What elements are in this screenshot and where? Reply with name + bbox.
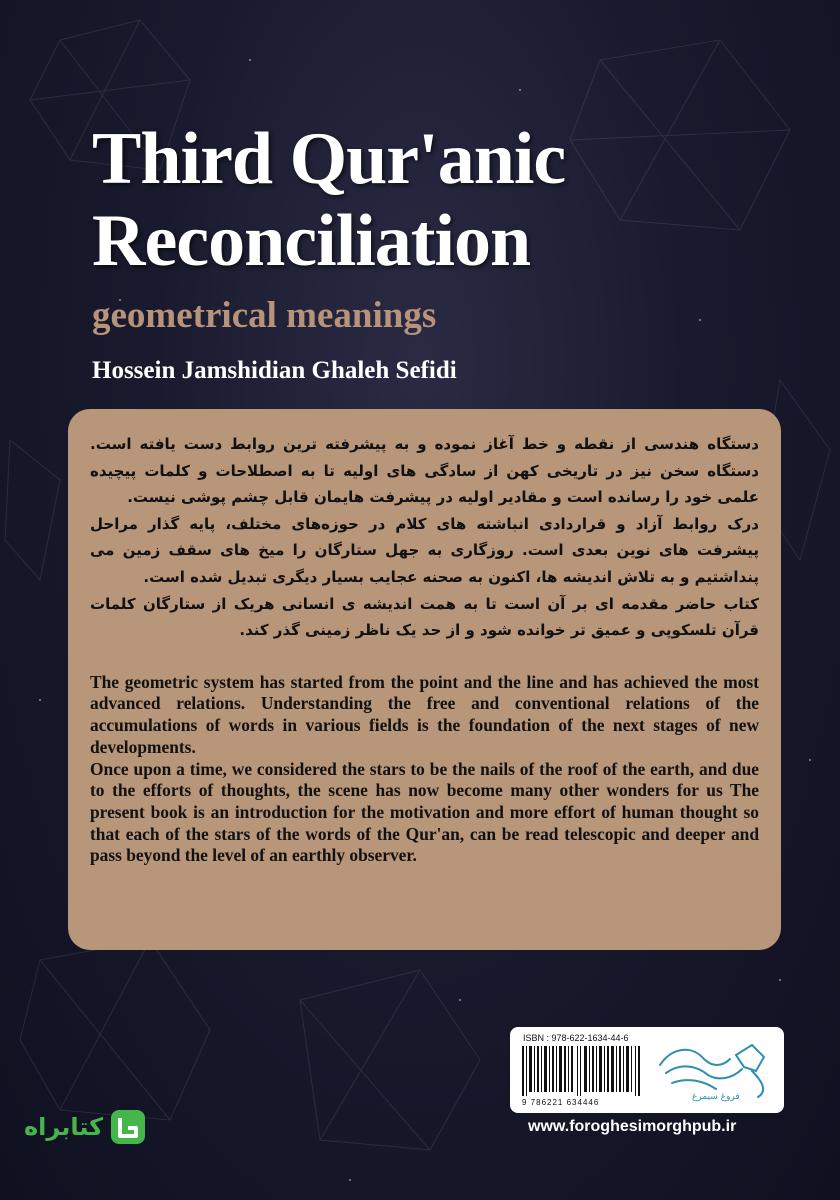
book-title-line-2: Reconciliation [92,200,531,282]
barcode-digits: 9 786221 634446 [522,1098,600,1107]
ketabrah-logo [24,1108,147,1146]
publisher-website: www.foroghesimorghpub.ir [528,1118,737,1135]
persian-paragraph: دستگاه هندسی از نقطه و خط آغاز نموده و به پیشرفته ترین روابط دست یافته است. دستگاه سخن نیز در تاریخی کهن از سادگی های اولیه تا به اصطلاحات و کلمات پیچیده علمی خود را رسانده است و مقادیر اولیه در پیشرفت هایمان قابل چشم پوشی نیست. [90,435,759,507]
simorgh-bird-logo-icon [652,1037,777,1105]
book-title [92,118,792,282]
book-subtitle: geometrical meanings [92,295,437,336]
isbn-label: ISBN : 978-622-1634-44-6 [523,1033,629,1043]
blurb-panel [68,409,781,950]
publisher-logo-text: فروغ سیمرغ [692,1092,740,1102]
persian-blurb [90,431,759,644]
english-paragraph: Once upon a time, we considered the stars to be the nails of the roof of the earth, and due to the efforts of thoughts, the scene has now become many other wonders for us The present book is an introduction for the motivation and more effort of human thought so that each of the stars of the words of the Qur'an, can be read telescopic and deeper and pass beyond the level of an earthly observer. [90,758,759,866]
ketabrah-book-icon [109,1108,147,1146]
ketabrah-wordmark: کتابراه [24,1113,104,1141]
barcode-icon [522,1046,640,1096]
isbn-barcode-box [510,1027,784,1113]
author-name: Hossein Jamshidian Ghaleh Sefidi [92,357,457,384]
persian-paragraph: درک روابط آزاد و قراردادی انباشته های کلام در حوزه‌های مختلف، پایه گذار مراحل پیشرفت های نوین بعدی است. روزگاری به جهل ستارگان را میخ های سقف زمین می پنداشتیم و به تلاش اندیشه ها، اکنون به صحنه عجایب بسیار دیگری تبدیل شده است. [90,514,759,586]
english-paragraph: The geometric system has started from the point and the line and has achieved the most advanced relations. Understanding the free and conventional relations of the accumulations of words in various fields is the foundation of the next stages of new developments. [90,671,759,757]
book-title-line-1: Third Qur'anic [92,118,566,200]
persian-paragraph: کتاب حاضر مقدمه ای بر آن است تا به همت اندیشه ی انسانی هریک از ستارگان کلمات قرآن تلسکوپی و عمیق تر خوانده شود و از حد یک ناظر زمینی گذر کند. [90,594,759,640]
english-blurb [90,672,759,867]
